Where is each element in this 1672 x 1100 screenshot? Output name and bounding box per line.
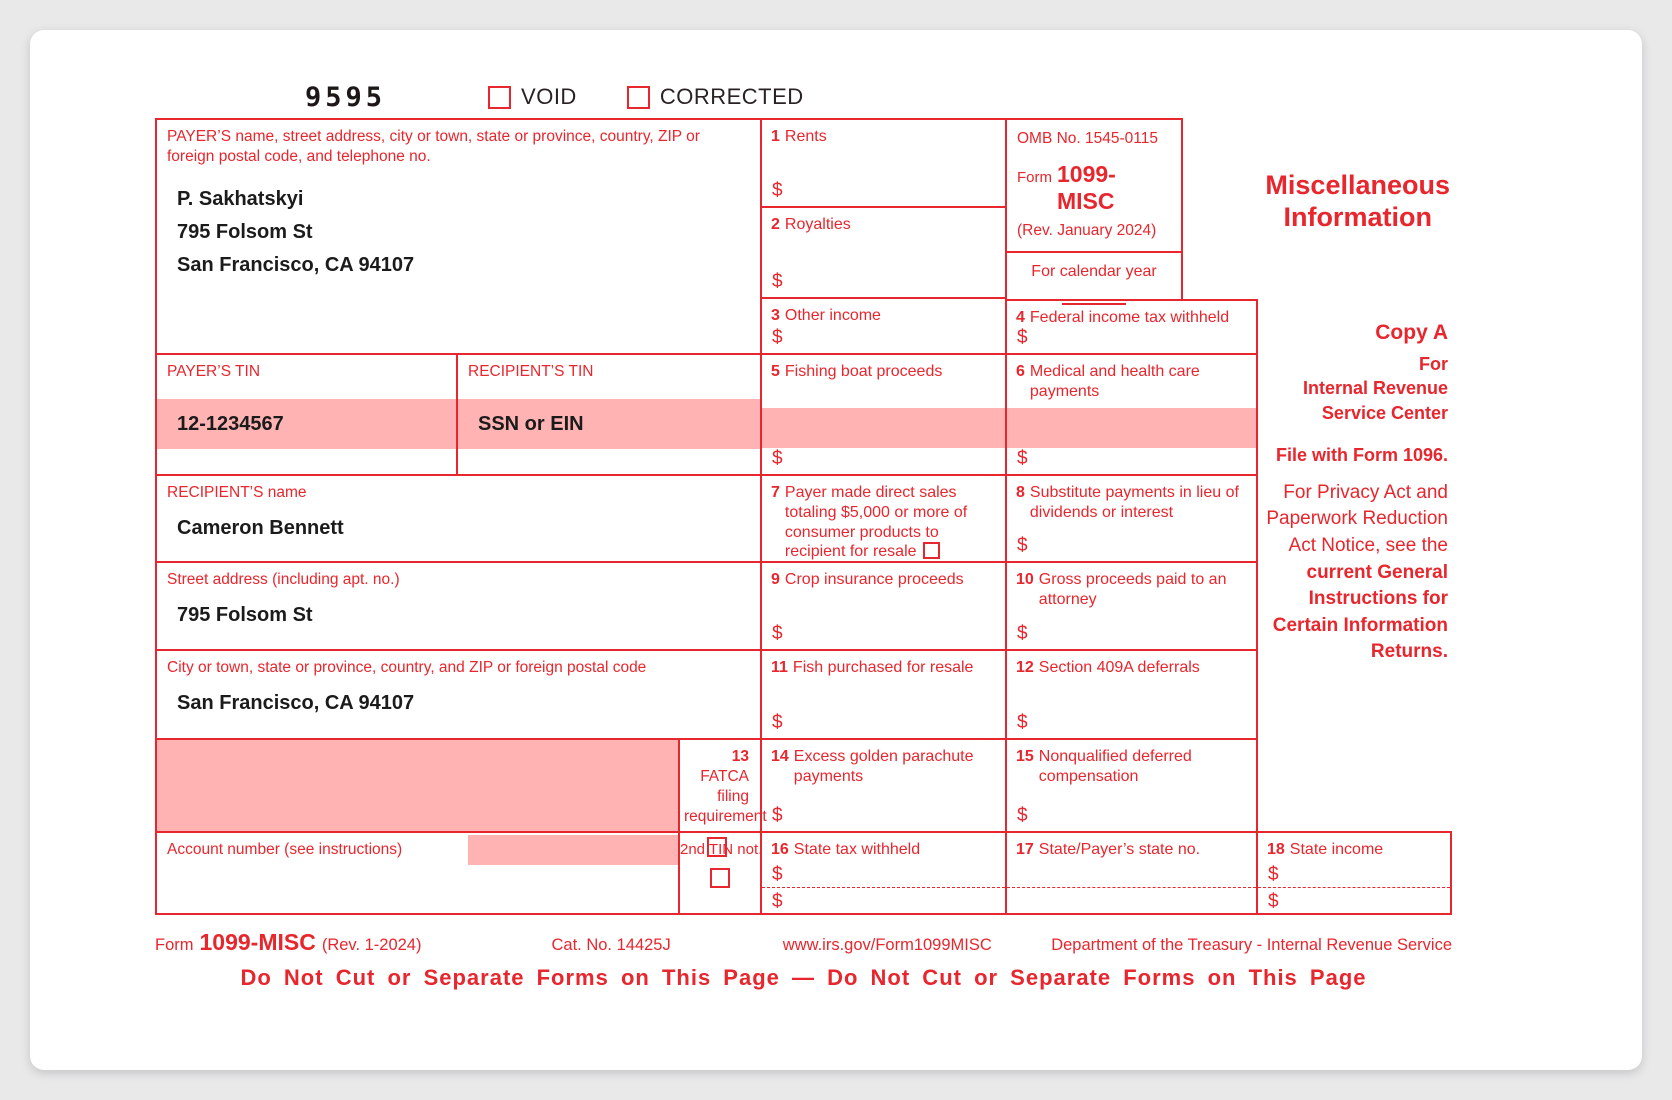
- corrected-checkbox[interactable]: [627, 86, 650, 109]
- irs-center-line2: Service Center: [1321, 402, 1448, 423]
- box-number: 5: [771, 363, 780, 380]
- city-box: [155, 651, 762, 740]
- payer-tin-box: [155, 355, 458, 476]
- form-header-row: [155, 82, 1642, 112]
- form-title-line2: Information: [1283, 201, 1432, 232]
- box-3-other-income: [762, 299, 1007, 355]
- box-label: Fish purchased for resale: [792, 659, 974, 676]
- dollar-sign: $: [1017, 805, 1028, 826]
- city-value: San Francisco, CA 94107: [177, 691, 415, 714]
- payer-city-value: San Francisco, CA 94107: [177, 253, 415, 276]
- dollar-sign: $: [772, 180, 783, 201]
- footer-revision: (Rev. 1-2024): [321, 936, 422, 954]
- recipient-name-value: Cameron Bennett: [177, 516, 344, 539]
- box-5-fishing-boat: [762, 355, 1007, 476]
- box-label: Fishing boat proceeds: [784, 363, 943, 380]
- copy-a-panel: [1258, 299, 1452, 833]
- dollar-sign: $: [1268, 864, 1279, 885]
- street-address-label: Street address (including apt. no.): [167, 571, 400, 588]
- box-number: 4: [1016, 309, 1025, 326]
- form-title-line1: Miscellaneous: [1265, 170, 1450, 200]
- payer-tin-value: 12-1234567: [177, 412, 284, 435]
- file-with-text: File with Form 1096.: [1275, 444, 1448, 465]
- box-label: Section 409A deferrals: [1038, 659, 1200, 676]
- copy-for-word: For: [1419, 354, 1448, 374]
- box-8-substitute-payments: [1007, 476, 1258, 563]
- dollar-sign: $: [772, 271, 783, 292]
- second-tin-box: [680, 833, 762, 915]
- shaded-stripe: [1007, 408, 1256, 448]
- box-label: Other income: [784, 307, 881, 324]
- box-2-royalties: [762, 208, 1007, 299]
- privacy-notice-bold: current General Instructions for Certain Information Returns.: [1272, 561, 1448, 663]
- form-footer: [155, 929, 1452, 956]
- dollar-sign: $: [762, 887, 1005, 913]
- box-number: 8: [1016, 484, 1025, 501]
- recipient-name-box: [155, 476, 762, 563]
- dollar-sign: $: [772, 623, 783, 644]
- box-number: 7: [771, 484, 780, 501]
- fatca-label: [684, 747, 767, 828]
- box-9-crop-insurance: [762, 563, 1007, 651]
- box-number: 14: [771, 748, 789, 765]
- form-preview-card: [30, 30, 1642, 1070]
- box-number: 10: [1016, 571, 1034, 588]
- payer-info-box: [155, 118, 762, 355]
- void-label: VOID: [521, 84, 577, 109]
- shaded-area: [155, 740, 680, 833]
- box-10-gross-proceeds-attorney: [1007, 563, 1258, 651]
- payer-tin-label: PAYER’S TIN: [167, 363, 261, 380]
- recipient-tin-label: RECIPIENT’S TIN: [468, 363, 594, 380]
- box-number: 15: [1016, 748, 1034, 765]
- account-number-label: Account number (see instructions): [167, 841, 403, 858]
- box-label: Substitute payments in lieu of dividends or interest: [1029, 484, 1239, 521]
- box-14-golden-parachute: [762, 740, 1007, 833]
- form-title: [1183, 118, 1452, 299]
- box-11-fish-purchased: [762, 651, 1007, 740]
- privacy-notice-regular: For Privacy Act and Paperwork Reduction Act Notice, see the: [1266, 481, 1448, 557]
- box-16-state-tax-withheld: [762, 833, 1007, 915]
- calendar-year-label: For calendar year: [1031, 263, 1157, 280]
- box-label: Payer made direct sales totaling $5,000 or more of consumer products to recipient for resale: [784, 484, 968, 561]
- catalog-number: Cat. No. 14425J: [551, 936, 671, 954]
- box-number: 3: [771, 307, 780, 324]
- corrected-label: CORRECTED: [659, 84, 804, 109]
- box-label: State tax withheld: [793, 841, 921, 858]
- box-6-medical-payments: [1007, 355, 1258, 476]
- box-number: 12: [1016, 659, 1034, 676]
- void-checkbox[interactable]: [488, 86, 511, 109]
- dollar-sign: $: [772, 327, 783, 348]
- box-label: Crop insurance proceeds: [784, 571, 964, 588]
- box-label: FATCA filing requirement: [684, 768, 767, 826]
- irs-url[interactable]: www.irs.gov/Form1099MISC: [782, 936, 992, 954]
- second-tin-checkbox[interactable]: [710, 868, 730, 888]
- box-15-nonqualified-deferred: [1007, 740, 1258, 833]
- payer-label: PAYER’S name, street address, city or town, state or province, country, ZIP or foreign postal code, and telephone no.: [167, 128, 700, 165]
- box-number: 17: [1016, 841, 1034, 858]
- account-number-field: [468, 835, 678, 865]
- recipient-tin-field: [458, 399, 760, 449]
- payer-name-value: P. Sakhatskyi: [177, 187, 304, 210]
- box-4-federal-tax-withheld: [1007, 299, 1258, 355]
- dollar-sign: $: [772, 448, 783, 469]
- city-label: City or town, state or province, country, and ZIP or foreign postal code: [167, 659, 647, 676]
- box-number: 18: [1267, 841, 1285, 858]
- do-not-cut-warning: Do Not Cut or Separate Forms on This Page — Do Not Cut or Separate Forms on This Page: [240, 965, 1367, 990]
- copy-a-label: Copy A: [1375, 321, 1448, 344]
- form-1099-misc-grid: [155, 118, 1452, 915]
- street-address-value: 795 Folsom St: [177, 603, 313, 626]
- irs-center-line1: Internal Revenue: [1302, 378, 1448, 399]
- shaded-stripe: [762, 408, 1005, 448]
- recipient-tin-box: [458, 355, 762, 476]
- dollar-sign: $: [1017, 448, 1028, 469]
- dollar-sign: $: [772, 805, 783, 826]
- payer-street-value: 795 Folsom St: [177, 220, 313, 243]
- box-number: 1: [771, 128, 780, 145]
- box-label: Medical and health care payments: [1029, 363, 1200, 400]
- box-label: Royalties: [784, 216, 851, 233]
- treasury-label: Department of the Treasury - Internal Revenue Service: [1051, 936, 1452, 954]
- dollar-sign: $: [1017, 623, 1028, 644]
- recipient-tin-value: SSN or EIN: [478, 412, 584, 435]
- dollar-sign: $: [1017, 535, 1028, 556]
- box-label: Nonqualified deferred compensation: [1038, 748, 1192, 785]
- form-number: 1099-MISC: [1057, 161, 1116, 214]
- box-number: 11: [771, 659, 788, 676]
- street-address-box: [155, 563, 762, 651]
- box-12-409a-deferrals: [1007, 651, 1258, 740]
- state-no-field: [1007, 887, 1256, 913]
- box-label: State income: [1289, 841, 1384, 858]
- form-number-block: [1007, 148, 1181, 215]
- dollar-sign: $: [1017, 712, 1028, 733]
- box-number: 13: [731, 748, 749, 765]
- box-number: 2: [771, 216, 780, 233]
- box-label: Federal income tax withheld: [1029, 309, 1230, 326]
- box-13-fatca: [680, 740, 767, 833]
- form-word: Form: [1017, 169, 1052, 186]
- privacy-notice: [1262, 480, 1448, 666]
- account-number-box: [155, 833, 680, 915]
- payer-tin-field: [157, 399, 456, 449]
- box-7-direct-sales: [762, 476, 1007, 563]
- box-number: 6: [1016, 363, 1025, 380]
- box-label: Rents: [784, 128, 827, 145]
- direct-sales-checkbox[interactable]: [923, 542, 940, 559]
- box-label: Excess golden parachute payments: [793, 748, 974, 785]
- box-number: 16: [771, 841, 789, 858]
- dollar-sign: $: [1258, 887, 1450, 913]
- box-label: State/Payer’s state no.: [1038, 841, 1201, 858]
- box-18-state-income: [1258, 833, 1452, 915]
- form-code-9595: 9595: [305, 81, 387, 113]
- footer-form-number: 1099-MISC: [199, 929, 316, 955]
- box-label: Gross proceeds paid to an attorney: [1038, 571, 1227, 608]
- dollar-sign: $: [1017, 327, 1028, 348]
- calendar-year-box: [1007, 251, 1181, 305]
- box-1-rents: [762, 118, 1007, 208]
- box-17-state-payer-no: [1007, 833, 1258, 915]
- dollar-sign: $: [772, 864, 783, 885]
- revision-label: (Rev. January 2024): [1017, 222, 1157, 239]
- omb-number: OMB No. 1545-0115: [1017, 130, 1159, 147]
- dollar-sign: $: [772, 712, 783, 733]
- recipient-name-label: RECIPIENT’S name: [167, 484, 307, 501]
- second-tin-label: 2nd TIN not.: [680, 841, 763, 858]
- footer-form-word: Form: [155, 936, 194, 954]
- omb-box: [1007, 118, 1183, 299]
- box-number: 9: [771, 571, 780, 588]
